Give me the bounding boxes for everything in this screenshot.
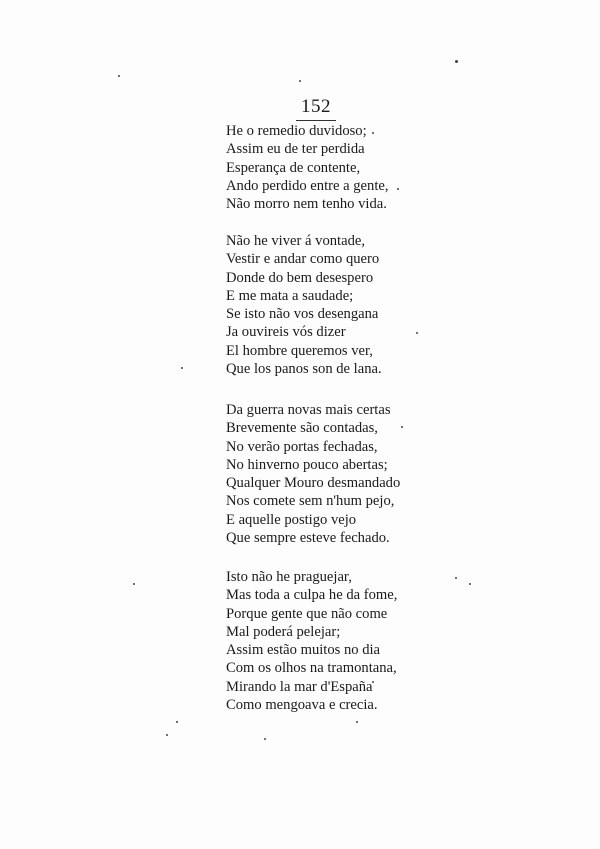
- verse-line: E me mata a saudade;: [226, 287, 354, 304]
- paper-speck: [397, 188, 399, 190]
- paper-speck: [372, 681, 374, 683]
- verse-line: Isto não he praguejar,: [226, 569, 352, 585]
- verse-line: Assim estão muitos no dia: [226, 642, 381, 659]
- paper-speck: [166, 734, 168, 736]
- verse-line: Não he viver á vontade,: [226, 233, 365, 249]
- paper-speck: [176, 721, 178, 723]
- verse-line: El hombre queremos ver,: [226, 342, 373, 359]
- paper-speck: [356, 721, 358, 723]
- verse-line: Vestir e andar como quero: [226, 251, 380, 268]
- stanza-3: [226, 401, 456, 547]
- verse-line: Ja ouvireis vós dizer: [226, 324, 346, 341]
- verse-line: Esperança de contente,: [226, 159, 361, 176]
- paper-speck: [372, 132, 374, 134]
- verse-line: Donde do bem desespero: [226, 269, 374, 286]
- verse-line: He o remedio duvidoso;: [226, 123, 367, 139]
- paper-speck: [264, 738, 266, 740]
- verse-line: No hinverno pouco abertas;: [226, 456, 388, 473]
- paper-speck: [455, 577, 457, 579]
- stanza-2: [226, 232, 456, 378]
- verse-line: Se isto não vos desengana: [226, 306, 379, 323]
- page-number: 152: [296, 96, 336, 121]
- verse-line: Brevemente são contadas,: [226, 420, 378, 437]
- verse-line: Nos comete sem n'hum pejo,: [226, 493, 395, 510]
- verse-line: Mas toda a culpa he da fome,: [226, 587, 398, 604]
- verse-line: Mal poderá pelejar;: [226, 623, 341, 640]
- paper-speck: [299, 80, 301, 82]
- verse-line: Que los panos son de lana.: [226, 361, 382, 378]
- verse-line: E aquelle postigo vejo: [226, 511, 357, 528]
- verse-line: Mirando la mar d'España: [226, 678, 373, 695]
- paper-speck: [118, 75, 120, 77]
- paper-speck: [181, 367, 183, 369]
- stanza-1: [226, 122, 456, 213]
- paper-speck: [455, 60, 458, 63]
- verse-line: Assim eu de ter perdida: [226, 141, 365, 158]
- paper-speck: [469, 583, 471, 585]
- verse-line: Qualquer Mouro desmandado: [226, 475, 401, 492]
- verse-line: Não morro nem tenho vida.: [226, 196, 387, 213]
- verse-line: Como mengoava e crecia.: [226, 697, 378, 714]
- verse-line: Que sempre esteve fechado.: [226, 530, 390, 547]
- paper-speck: [416, 332, 418, 334]
- paper-speck: [401, 426, 403, 428]
- verse-line: Da guerra novas mais certas: [226, 402, 391, 418]
- paper-speck: [133, 583, 135, 585]
- stanza-4: [226, 568, 456, 714]
- verse-line: Ando perdido entre a gente,: [226, 177, 389, 194]
- verse-line: Com os olhos na tramontana,: [226, 660, 397, 677]
- verse-line: Porque gente que não come: [226, 605, 388, 622]
- verse-line: No verão portas fechadas,: [226, 438, 378, 455]
